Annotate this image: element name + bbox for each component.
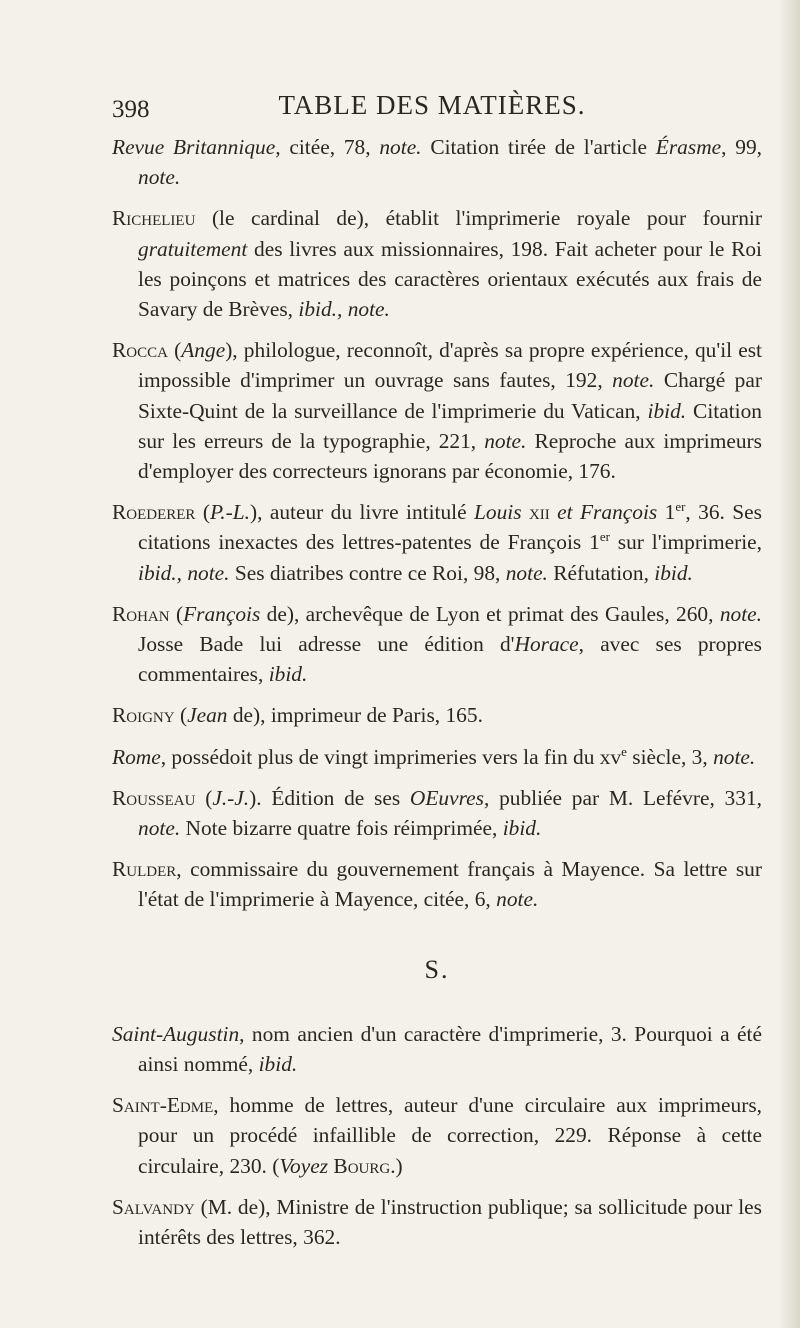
entry-italic: et François xyxy=(557,500,658,525)
page-edge-shadow xyxy=(778,0,800,1328)
entry-head: Rome xyxy=(112,744,161,769)
index-entry-rulder xyxy=(112,854,762,914)
entry-head: Saint-Edme xyxy=(112,1093,214,1118)
entry-italic: ibid., note. xyxy=(298,297,390,322)
entry-text: ( xyxy=(167,338,182,363)
index-entry-revue-britannique xyxy=(112,132,762,192)
entry-text: , avec ses propres commentaires, xyxy=(138,632,762,687)
running-title: TABLE DES MATIÈRES. xyxy=(278,90,586,120)
entry-text: siècle, 3, xyxy=(626,744,714,769)
entry-text: ), philologue, reconnoît, d'après sa propre expérience, qu'il est impossible d'imprimer un ouvrage sans fautes, 192, xyxy=(138,338,762,393)
entry-text: (M. de), Ministre de l'instruction publique; sa sollicitude pour les intérêts des lettres, 362. xyxy=(138,1194,762,1250)
entry-text: Chargé par Sixte-Quint de la surveillance de l'imprimerie du Vatican, xyxy=(138,368,762,423)
entry-italic: Louis xyxy=(474,500,522,525)
index-entry-rocca xyxy=(112,335,762,486)
entry-text: 1 xyxy=(657,500,676,525)
index-entry-saint-edme xyxy=(112,1090,762,1181)
entry-italic: ibid. xyxy=(258,1052,298,1077)
entry-crossref: Bourg. xyxy=(333,1153,396,1178)
entry-text: ( xyxy=(195,785,213,810)
entry-text: , homme de lettres, auteur d'une circulaire aux imprimeurs, pour un procédé infaillible de correction, 229. Réponse à cette circulaire, 230. ( xyxy=(138,1093,762,1178)
entry-italic: Ange xyxy=(181,338,226,363)
section-letter-s: S. xyxy=(424,954,450,984)
page-number: 398 xyxy=(112,96,150,123)
entry-head: Rulder xyxy=(112,857,177,882)
entry-italic: gratuitement xyxy=(138,236,248,261)
entry-text: ), auteur du livre intitulé xyxy=(249,500,475,525)
entry-text: Ses diatribes contre ce Roi, 98, xyxy=(229,560,506,585)
entry-head: Richelieu xyxy=(112,206,196,231)
index-content xyxy=(112,132,762,1263)
entry-text: ). Édition de ses xyxy=(249,785,410,810)
entry-italic: ibid. xyxy=(654,560,693,585)
entry-italic: note. xyxy=(719,601,762,626)
entry-head: Rohan xyxy=(112,601,170,626)
entry-text: , 36. Ses citations inexactes des lettres-patentes de François 1 xyxy=(138,500,762,555)
entry-italic: ibid. xyxy=(502,816,542,841)
entry-text: de), archevêque de Lyon et primat des Gaules, 260, xyxy=(260,601,720,626)
index-entry-roederer xyxy=(112,497,762,588)
entry-text: sur l'imprimerie, xyxy=(609,530,762,555)
entry-italic: note. xyxy=(505,560,548,585)
entry-italic: note. xyxy=(484,428,527,453)
index-entry-salvandy xyxy=(112,1192,762,1252)
entry-italic: J.-J. xyxy=(212,785,250,810)
page-header xyxy=(112,90,752,130)
entry-italic: note. xyxy=(138,165,181,190)
entry-italic: Horace xyxy=(514,632,579,657)
entry-italic: Voyez xyxy=(279,1153,329,1178)
entry-text: (le cardinal de), établit l'imprimerie royale pour fournir xyxy=(195,206,762,231)
entry-italic: ibid., note. xyxy=(138,560,230,585)
entry-head: Roederer xyxy=(112,500,196,525)
entry-superscript: er xyxy=(599,529,610,545)
entry-text: ( xyxy=(169,601,184,626)
index-entry-richelieu xyxy=(112,203,762,324)
entry-text: Reproche aux imprimeurs d'employer des correcteurs ignorans par économie, 176. xyxy=(138,428,762,484)
entry-superscript: e xyxy=(621,743,627,759)
entry-superscript: er xyxy=(675,499,686,515)
index-entry-rousseau xyxy=(112,783,762,843)
entry-text: ( xyxy=(195,500,210,525)
entry-text: , publiée par M. Lefévre, 331, xyxy=(483,785,762,810)
entry-head: Roigny xyxy=(112,703,175,728)
entry-text: Réfutation, xyxy=(547,560,655,585)
entry-italic: note. xyxy=(496,887,539,912)
entry-italic: note. xyxy=(713,744,756,769)
entry-italic: Jean xyxy=(187,703,228,728)
entry-text: , 99, xyxy=(721,135,763,159)
entry-head: Revue Britannique, xyxy=(112,135,281,159)
entry-text: Note bizarre quatre fois réimprimée, xyxy=(180,816,503,841)
entry-italic: note. xyxy=(612,368,655,393)
entry-head: Rousseau xyxy=(112,785,196,810)
index-entry-roigny xyxy=(112,700,762,730)
entry-italic: note. xyxy=(379,135,422,159)
entry-text: , commissaire du gouvernement français à Mayence. Sa lettre sur l'état de l'imprimerie à Mayence, citée, 6, xyxy=(138,857,762,912)
entry-text: Josse Bade lui adresse une édition d' xyxy=(138,632,515,657)
entry-text: ) xyxy=(395,1153,403,1178)
entry-text: citée, 78, xyxy=(280,135,380,159)
entry-italic: P.-L. xyxy=(209,500,250,525)
entry-text: Citation tirée de l'article xyxy=(421,135,656,159)
index-entry-rohan xyxy=(112,599,762,690)
entry-text: de), imprimeur de Paris, 165. xyxy=(227,703,483,728)
entry-italic: note. xyxy=(138,816,181,841)
entry-text: , possédoit plus de vingt imprimeries vers la fin du xv xyxy=(160,744,622,769)
entry-text: ( xyxy=(174,703,188,728)
entry-italic: ibid. xyxy=(647,398,687,423)
entry-italic: Érasme xyxy=(655,135,722,159)
index-entry-rome xyxy=(112,742,762,772)
entry-head: Saint-Augustin xyxy=(112,1021,240,1046)
entry-text: Citation sur les erreurs de la typographie, 221, xyxy=(138,398,762,453)
entry-text: des livres aux missionnaires, 198. Fait acheter pour le Roi les poinçons et matrices des caractères orientaux exécutés aux frais de Savary de Brèves, xyxy=(138,236,762,322)
index-entry-saint-augustin xyxy=(112,1019,762,1079)
entry-head: Rocca xyxy=(112,338,168,363)
entry-italic: OEuvres xyxy=(409,785,484,810)
entry-italic: ibid. xyxy=(268,662,308,687)
entry-italic: François xyxy=(183,601,261,626)
entry-text: , nom ancien d'un caractère d'imprimerie, 3. Pourquoi a été ainsi nommé, xyxy=(138,1021,762,1077)
entry-head: Salvandy xyxy=(112,1194,195,1219)
entry-text: xii xyxy=(521,500,558,525)
